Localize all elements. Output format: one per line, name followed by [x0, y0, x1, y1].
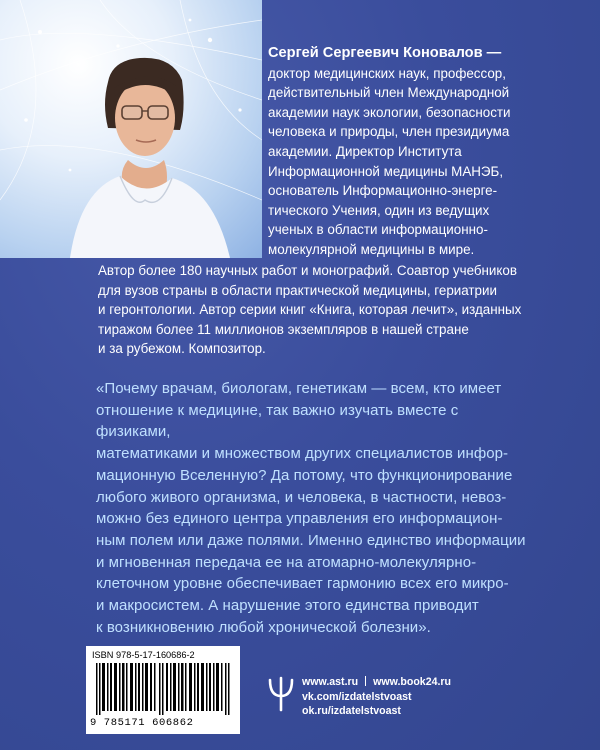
- bio-line: Автор более 180 научных работ и монографий. Соавтор учебников: [98, 263, 517, 278]
- quote-line: математиками и множеством других специалистов инфор-: [96, 445, 509, 463]
- bio-line: тиражом более 11 миллионов экземпляров в нашей стране: [98, 321, 469, 337]
- bio-line: тического Учения, один из ведущих: [268, 202, 490, 218]
- author-bio-continued: [98, 261, 558, 359]
- isbn-barcode: [86, 646, 240, 734]
- author-name: Сергей Сергеевич Коновалов —: [268, 45, 502, 61]
- barcode-digits: 9 785171 606862: [90, 717, 194, 729]
- author-portrait-image: [0, 0, 262, 258]
- bio-line: Информационной медицины МАНЭБ,: [268, 163, 504, 179]
- bio-line: и за рубежом. Композитор.: [98, 341, 266, 357]
- bio-line: доктор медицинских наук, профессор,: [268, 65, 506, 81]
- author-photo: [0, 0, 262, 258]
- link-divider: [365, 676, 366, 686]
- bio-line: человека и природы, член президиума: [268, 124, 510, 140]
- ok-link[interactable]: ok.ru/izdatelstvoast: [302, 705, 401, 717]
- quote-line: мационную Вселенную? Да потому, что функционирование: [96, 466, 513, 484]
- bio-line: для вузов страны в области практической медицины, гериатрии: [98, 282, 497, 298]
- bio-line: академии наук экологии, безопасности: [268, 104, 511, 120]
- isbn-text: ISBN 978-5-17-160686-2: [92, 650, 195, 660]
- quote-line: отношение к медицине, так важно изучать вместе с физиками,: [96, 401, 459, 441]
- quote-line: и макросистем. А нарушение этого единства приводит: [96, 597, 479, 615]
- publisher-links: [302, 675, 451, 719]
- book24-site-link[interactable]: www.book24.ru: [373, 676, 452, 688]
- bio-line: и геронтологии. Автор серии книг «Книга, которая лечит», изданных: [98, 302, 522, 318]
- publisher-site-link[interactable]: www.ast.ru: [302, 676, 359, 688]
- barcode-bars: [96, 663, 232, 715]
- quote-line: «Почему врачам, биологам, генетикам — всем, кто имеет: [96, 380, 502, 397]
- psi-icon: [268, 676, 294, 712]
- quote-line: и мгновенная передача ее на атомарно-молекулярно-: [96, 553, 477, 571]
- bio-line: молекулярной медицины в мире.: [268, 241, 475, 257]
- book-quote: [96, 378, 536, 638]
- quote-line: клеточном уровне обеспечивает гармонию всех его микро-: [96, 575, 509, 593]
- quote-line: к возникновению любой хронической болезни».: [96, 618, 431, 636]
- author-bio: [268, 44, 568, 260]
- bio-line: ученых в области информационно-: [268, 222, 488, 238]
- quote-line: можно без единого центра управления его информацион-: [96, 510, 503, 528]
- bio-line: действительный член Международной: [268, 85, 510, 101]
- vk-link[interactable]: vk.com/izdatelstvoast: [302, 690, 412, 703]
- quote-line: любого живого организма, и человека, в частности, невоз-: [96, 488, 507, 506]
- quote-line: ным полем или даже полями. Именно единство информации: [96, 531, 526, 549]
- bio-line: академии. Директор Института: [268, 143, 462, 159]
- bio-line: основатель Информационно-энерге-: [268, 183, 498, 199]
